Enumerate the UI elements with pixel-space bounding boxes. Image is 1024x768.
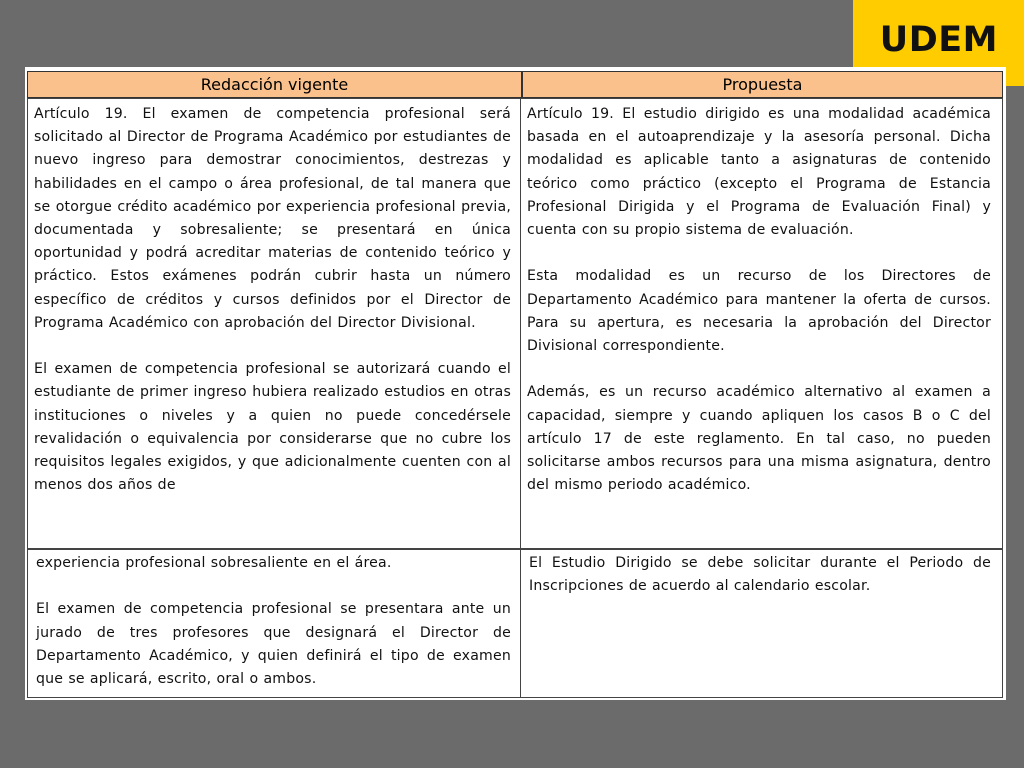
cell-bottom-left-text — [36, 552, 511, 691]
paragraph: Artículo 19. El estudio dirigido es una modalidad académica basada en el autoaprendizaje y la asesoría personal. Dicha modalidad es aplicable tanto a asignaturas de contenido teórico como práctico (excepto el Programa de Estancia Profesional Dirigida y el Programa de Evaluación Final) y cuenta con su propio sistema de evaluación. — [527, 106, 991, 239]
paragraph: Artículo 19. El examen de competencia profesional será solicitado al Director de Programa Académico por estudiantes de nuevo ingreso para demostrar conocimientos, destrezas y habilidades en el campo o área profesional, de tal manera que se otorgue crédito académico por experiencia profesional previa, documentada y sobresaliente; se presentará en única oportunidad y podrá acreditar materias de contenido teórico y práctico. Estos exámenes podrán cubrir hasta un número específico de créditos y cursos definidos por el Director de Programa Académico con aprobación del Director Divisional. — [34, 106, 511, 331]
comparison-table — [25, 67, 1006, 700]
header-proposal: Propuesta — [522, 71, 1003, 98]
paragraph: Además, es un recurso académico alternativo al examen a capacidad, siempre y cuando apliquen los casos B o C del artículo 17 de este reglamento. En tal caso, no pueden solicitarse ambos recursos para una misma asignatura, dentro del mismo periodo académico. — [527, 384, 991, 494]
paragraph: experiencia profesional sobresaliente en el área. — [36, 555, 392, 571]
cell-top-left-clip — [34, 103, 511, 549]
cell-top-right-text — [527, 103, 991, 497]
paragraph: El examen de competencia profesional se autorizará cuando el estudiante de primer ingreso hubiera realizado estudios en otras instituciones o niveles y a quien no puede concedérsele revalidación o equivalencia por considerarse que no cubre los requisitos legales exigidos, y que adicionalmente cuenten con al menos dos años de — [34, 361, 511, 494]
cell-top-left-text — [34, 103, 511, 497]
paragraph: El examen de competencia profesional se presentara ante un jurado de tres profesores que designará el Director de Departamento Académico, y quien definirá el tipo de examen que se aplicará, escrito, oral o ambos. — [36, 601, 511, 687]
paragraph: El Estudio Dirigido se debe solicitar durante el Periodo de Inscripciones de acuerdo al calendario escolar. — [529, 555, 991, 595]
udem-logo-text: UDEM — [879, 20, 998, 60]
header-current-text: Redacción vigente — [27, 71, 522, 98]
paragraph: Esta modalidad es un recurso de los Directores de Departamento Académico para mantener la oferta de cursos. Para su apertura, es necesaria la aprobación del Director Divisional correspondiente. — [527, 268, 991, 355]
cell-bottom-right-text — [529, 552, 991, 598]
